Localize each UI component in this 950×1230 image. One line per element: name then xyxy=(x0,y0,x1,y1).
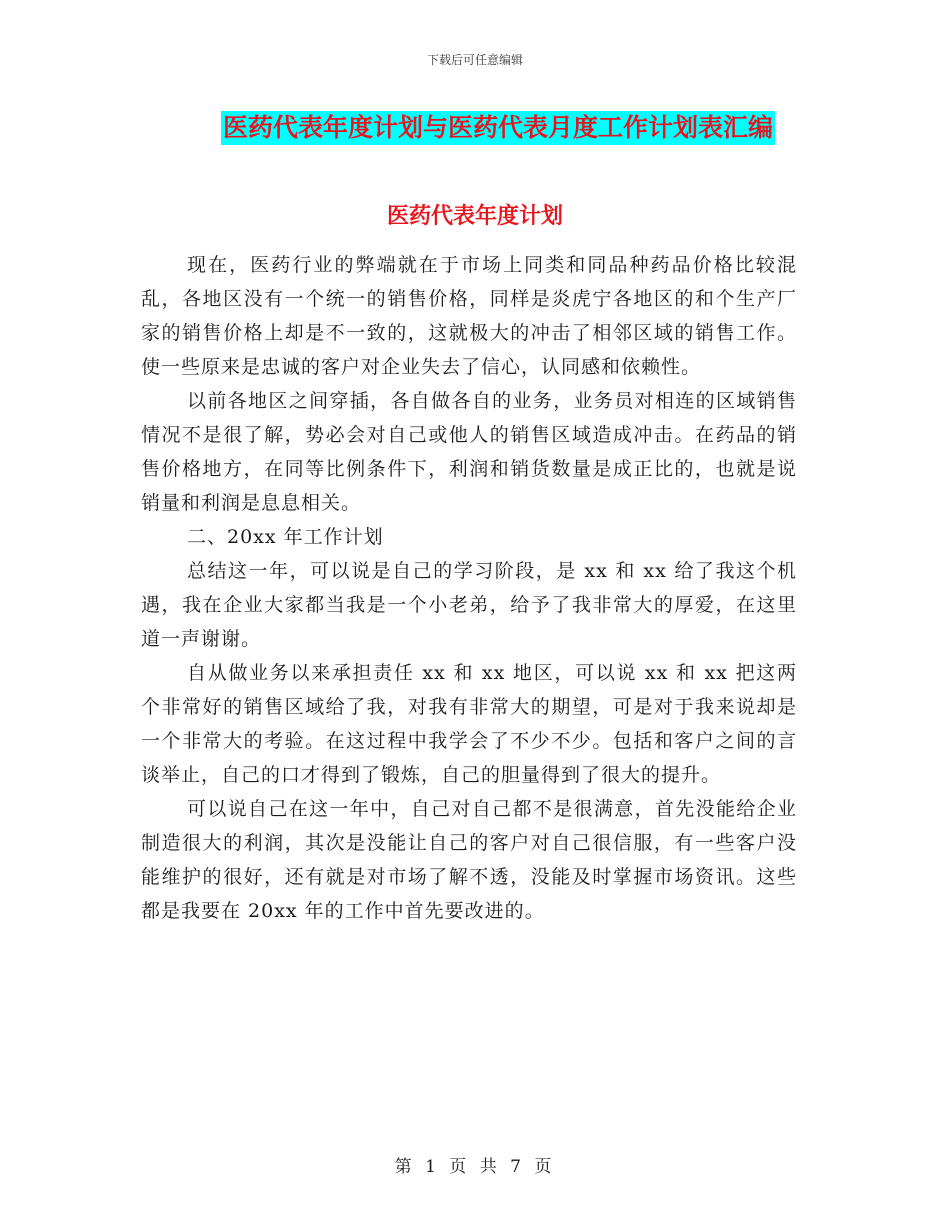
document-title: 医药代表年度计划与医药代表月度工作计划表汇编 xyxy=(221,111,775,145)
paragraph-4: 自从做业务以来承担责任 xx 和 xx 地区，可以说 xx 和 xx 把这两个非常好的销售区域给了我，对我有非常大的期望，可是对于我来说却是一个非常大的考验。在这过程中我学会了不少不少。包括和客户之间的言谈举止，自己的口才得到了锻炼，自己的胆量得到了很大的提升。 xyxy=(141,662,797,786)
paragraph-3: 总结这一年，可以说是自己的学习阶段，是 xx 和 xx 给了我这个机遇，我在企业大家都当我是一个小老弟，给予了我非常大的厚爱，在这里道一声谢谢。 xyxy=(141,560,797,650)
paragraph-1: 现在，医药行业的弊端就在于市场上同类和同品种药品价格比较混乱，各地区没有一个统一的销售价格，同样是炎虎宁各地区的和个生产厂家的销售价格上却是不一致的，这就极大的冲击了相邻区域的销售工作。使一些原来是忠诚的客户对企业失去了信心，认同感和依赖性。 xyxy=(141,254,797,378)
paragraph-2: 以前各地区之间穿插，各自做各自的业务，业务员对相连的区域销售情况不是很了解，势必会对自己或他人的销售区域造成冲击。在药品的销售价格地方，在同等比例条件下，利润和销货数量是成正比的，也就是说销量和利润是息息相关。 xyxy=(141,390,797,514)
document-title-container xyxy=(0,111,950,145)
section-title: 医药代表年度计划 xyxy=(386,203,563,229)
page-number: 第 1 页 共 7 页 xyxy=(394,1157,556,1177)
document-body xyxy=(141,248,797,928)
paragraph-5: 可以说自己在这一年中，自己对自己都不是很满意，首先没能给企业制造很大的利润，其次是没能让自己的客户对自己很信服，有一些客户没能维护的很好，还有就是对市场了解不透，没能及时掌握市场资讯。这些都是我要在 20xx 年的工作中首先要改进的。 xyxy=(141,798,797,922)
paragraph-heading-plan: 二、20xx 年工作计划 xyxy=(187,526,384,548)
page-header-note: 下载后可任意编辑 xyxy=(426,53,523,67)
